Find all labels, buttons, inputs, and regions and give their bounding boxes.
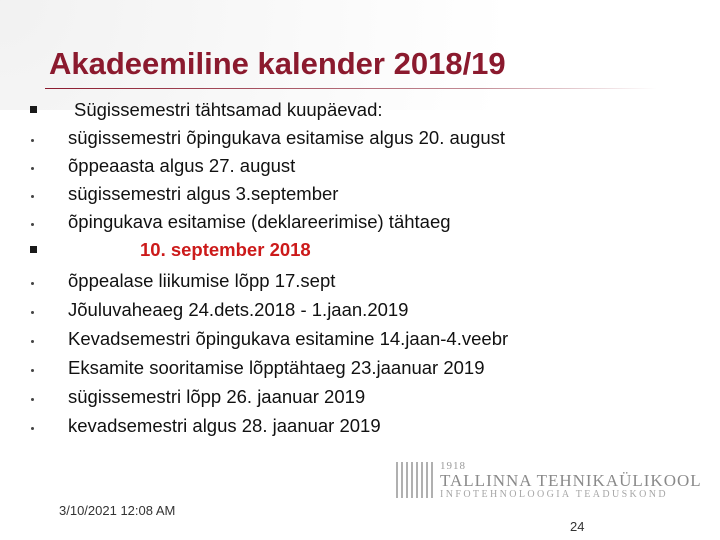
list-item <box>0 296 720 324</box>
university-logo <box>396 460 702 500</box>
list-item-text: Jõuluvaheaeg 24.dets.2018 - 1.jaan.2019 <box>68 299 409 320</box>
list-item-text: Sügissemestri tähtsamad kuupäevad: <box>74 99 383 120</box>
list-item <box>0 236 720 264</box>
list-item <box>0 412 720 440</box>
list-item <box>0 325 720 353</box>
dot-bullet-icon <box>31 398 34 401</box>
list-item-text: sügissemestri õpingukava esitamise algus 20. august <box>68 127 506 148</box>
list-item-text: Eksamite sooritamise lõpptähtaeg 23.jaanuar 2019 <box>68 357 485 378</box>
list-item <box>0 383 720 411</box>
square-bullet-icon <box>30 246 37 253</box>
deadline-highlight: 10. september 2018 <box>140 239 311 260</box>
logo-name: TALLINNA TEHNIKAÜLIKOOL <box>440 471 702 490</box>
dot-bullet-icon <box>31 282 34 285</box>
dot-bullet-icon <box>31 427 34 430</box>
dot-bullet-icon <box>31 195 34 198</box>
list-item-text: sügissemestri lõpp 26. jaanuar 2019 <box>68 386 366 407</box>
dot-bullet-icon <box>31 369 34 372</box>
footer-date: 3/10/2021 12:08 AM <box>59 503 176 518</box>
dot-bullet-icon <box>31 311 34 314</box>
list-item-text: õpingukava esitamise (deklareerimise) tähtaeg <box>68 211 451 232</box>
logo-bars-icon <box>396 462 434 498</box>
list-item-text: õppeaasta algus 27. august <box>68 155 296 176</box>
list-item-text: kevadsemestri algus 28. jaanuar 2019 <box>68 415 381 436</box>
list-item <box>0 354 720 382</box>
dot-bullet-icon <box>31 167 34 170</box>
dot-bullet-icon <box>31 223 34 226</box>
list-item <box>0 152 720 180</box>
logo-subtitle: INFOTEHNOLOOGIA TEADUSKOND <box>440 489 669 500</box>
list-item-text: Kevadsemestri õpingukava esitamine 14.jaan-4.veebr <box>68 328 509 349</box>
square-bullet-icon <box>30 106 37 113</box>
list-item-text: sügissemestri algus 3.september <box>68 183 339 204</box>
logo-year: 1918 <box>440 460 466 472</box>
list-item <box>0 208 720 236</box>
list-item <box>0 180 720 208</box>
list-item <box>0 124 720 152</box>
slide-title: Akadeemiline kalender 2018/19 <box>49 46 506 81</box>
dot-bullet-icon <box>31 139 34 142</box>
dot-bullet-icon <box>31 340 34 343</box>
list-item <box>0 96 720 124</box>
list-item <box>0 267 720 295</box>
page-number: 24 <box>570 519 585 534</box>
title-divider <box>45 88 657 89</box>
list-item-text: õppealase liikumise lõpp 17.sept <box>68 270 336 291</box>
